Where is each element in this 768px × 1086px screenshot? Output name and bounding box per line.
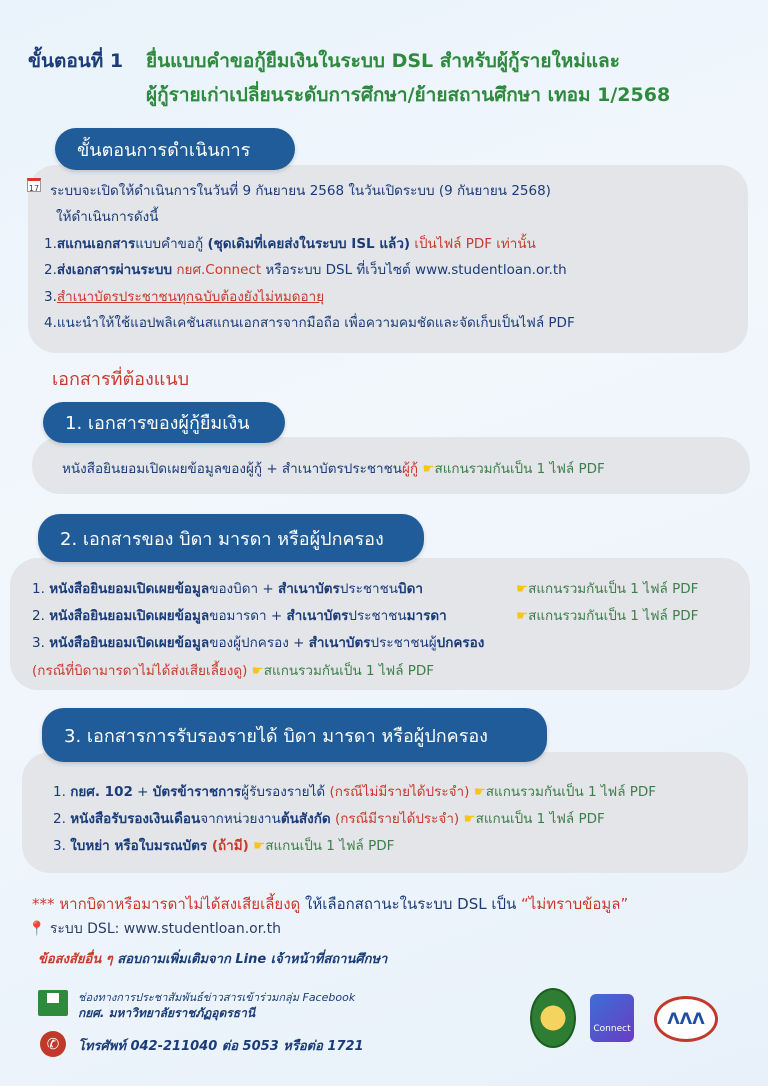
section1-text: หนังสือยินยอมเปิดเผยข้อมูลของผู้กู้ + สำเนาบัตรประชาชนผู้กู้ ☛สแกนรวมกันเป็น 1 ไฟล์ PDF	[62, 461, 605, 477]
university-seal-logo	[530, 988, 576, 1048]
dsl-status-note: *** หากบิดาหรือมารดาไม่ได้สงเสียเลี้ยงดู ให้เลือกสถานะในระบบ DSL เป็น “ไม่ทราบข้อมูล”	[32, 895, 629, 913]
phone-number: โทรศัพท์ 042-211040 ต่อ 5053 หรือต่อ 1721	[78, 1039, 364, 1054]
title-line-2: ผู้กู้รายเก่าเปลี่ยนระดับการศึกษา/ย้ายสถานศึกษา เทอม 1/2568	[146, 84, 671, 106]
pointing-hand-icon: ☛	[253, 838, 266, 854]
docs-heading: เอกสารที่ต้องแนบ	[52, 369, 190, 390]
section2-item-3: 3. หนังสือยินยอมเปิดเผยข้อมูลของผู้ปกครอง + สำเนาบัตรประชาชนผู้ปกครอง	[32, 635, 485, 651]
pointing-hand-icon: ☛	[473, 784, 486, 800]
procedure-intro-1: ระบบจะเปิดให้ดำเนินการในวันที่ 9 กันยายน 2568 ในวันเปิดระบบ (9 กันยายน 2568)	[50, 183, 551, 199]
section3-item-1: 1. กยศ. 102 + บัตรข้าราชการผู้รับรองรายได้ (กรณีไม่มีรายได้ประจำ) ☛สแกนรวมกันเป็น 1 ไฟล์ PDF	[53, 784, 657, 800]
section3-item-2: 2. หนังสือรับรองเงินเดือนจากหน่วยงานต้นสังกัด (กรณีมีรายได้ประจำ) ☛สแกนเป็น 1 ไฟล์ PDF	[53, 811, 605, 827]
pointing-hand-icon: ☛	[251, 663, 264, 679]
pointing-hand-icon: ☛	[463, 811, 476, 827]
dsl-fund-logo: ΛΛΛ	[654, 996, 718, 1042]
facebook-group-thumbnail-icon	[38, 990, 68, 1016]
pointing-hand-icon: ☛	[422, 461, 435, 477]
section2-item-3-note: (กรณีที่บิดามารดาไม่ได้ส่งเสียเลี้ยงดู) ☛สแกนรวมกันเป็น 1 ไฟล์ PDF	[32, 663, 435, 679]
procedure-intro-2: ให้ดำเนินการดังนี้	[56, 209, 159, 225]
facebook-line-2: กยศ. มหาวิทยาลัยราชภัฏอุดรธานี	[78, 1006, 256, 1020]
procedure-step-2: 2.ส่งเอกสารผ่านระบบ กยศ.Connect หรือระบบ DSL ที่เว็บไซต์ www.studentloan.or.th	[44, 262, 567, 278]
section2-pill: 2. เอกสารของ บิดา มารดา หรือผู้ปกครอง	[38, 514, 424, 562]
map-pin-icon: 📍	[28, 921, 46, 937]
question-line: ข้อสงสัยอื่น ๆ สอบถามเพิ่มเติมจาก Line เจ้าหน้าที่สถานศึกษา	[38, 952, 388, 967]
pointing-hand-icon: ☛	[516, 581, 529, 597]
section3-pill: 3. เอกสารการรับรองรายได้ บิดา มารดา หรือผู้ปกครอง	[42, 708, 547, 762]
procedure-step-4: 4.แนะนำให้ใช้แอปพลิเคชันสแกนเอกสารจากมือถือ เพื่อความคมชัดและจัดเก็บเป็นไฟล์ PDF	[44, 315, 575, 331]
facebook-line-1: ช่องทางการประชาสัมพันธ์ข่าวสารเข้าร่วมกลุ่ม Facebook	[78, 991, 356, 1004]
kyosor-connect-logo: Connect	[590, 994, 634, 1042]
step-label: ขั้นตอนที่ 1	[28, 50, 124, 72]
section2-item-2: 2. หนังสือยินยอมเปิดเผยข้อมูลขอมารดา + สำเนาบัตรประชาชนมารดา	[32, 608, 447, 624]
section1-pill: 1. เอกสารของผู้กู้ยืมเงิน	[43, 402, 285, 443]
section2-item-1: 1. หนังสือยินยอมเปิดเผยข้อมูลของบิดา + สำเนาบัตรประชาชนบิดา	[32, 581, 423, 597]
dsl-link[interactable]: ระบบ DSL: www.studentloan.or.th	[49, 921, 282, 937]
calendar-icon: 17	[27, 178, 41, 192]
title-line-1: ยื่นแบบคำขอกู้ยืมเงินในระบบ DSL สำหรับผู้กู้รายใหม่และ	[146, 50, 620, 72]
section2-item-1-scan: ☛สแกนรวมกันเป็น 1 ไฟล์ PDF	[516, 581, 699, 597]
section3-item-3: 3. ใบหย่า หรือใบมรณบัตร (ถ้ามี) ☛สแกนเป็น 1 ไฟล์ PDF	[53, 838, 395, 854]
procedure-pill: ขั้นตอนการดำเนินการ	[55, 128, 295, 170]
dsl-link-line	[28, 918, 281, 940]
procedure-step-3: 3.สำเนาบัตรประชาชนทุกฉบับต้องยังไม่หมดอายุ	[44, 289, 325, 305]
phone-icon: ✆	[40, 1031, 66, 1057]
pointing-hand-icon: ☛	[516, 608, 529, 624]
section2-item-2-scan: ☛สแกนรวมกันเป็น 1 ไฟล์ PDF	[516, 608, 699, 624]
procedure-step-1: 1.สแกนเอกสารแบบคำขอกู้ (ชุดเดิมที่เคยส่งในระบบ ISL แล้ว) เป็นไฟล์ PDF เท่านั้น	[44, 236, 536, 252]
